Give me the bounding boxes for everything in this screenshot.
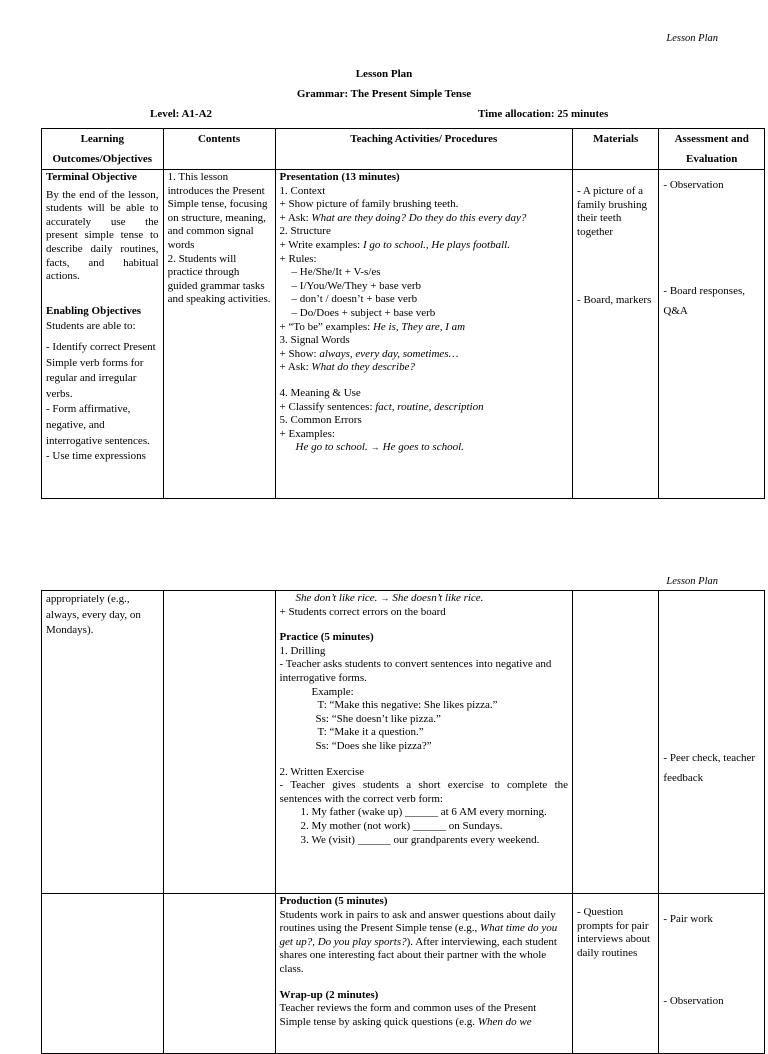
contents-cell <box>163 170 275 499</box>
activities-cell <box>275 894 573 1054</box>
procedure-line: 2. Structure <box>279 225 331 238</box>
column-header-activities: Teaching Activities/ Procedures <box>275 129 573 170</box>
exercise-list <box>280 806 569 847</box>
dialogue-line: Ss: “Does she like pizza?” <box>315 739 432 752</box>
assessment-item: - Board responses, Q&A <box>663 285 745 317</box>
procedure-line: + Ask: What are they doing? Do they do this every day? <box>279 211 527 224</box>
materials-cell <box>573 591 659 894</box>
procedure-line: - Teacher gives students a short exercise to complete the sentences with the correct verb form: <box>279 779 569 805</box>
document-subtitle: Grammar: The Present Simple Tense <box>296 88 472 100</box>
contents-cell <box>163 894 275 1054</box>
presentation-heading: Presentation (13 minutes) <box>279 171 400 183</box>
procedure-line: 4. Meaning & Use <box>279 386 361 399</box>
procedure-line: + Rules: <box>279 252 317 265</box>
activities-cell <box>275 591 573 894</box>
dialogue-line: T: “Make it a question.” <box>317 726 424 739</box>
procedure-line: + Students correct errors on the board <box>279 605 446 618</box>
terminal-objective-heading: Terminal Objective <box>46 171 137 183</box>
exercise-item: 3. We (visit) ______ our grandparents every weekend. <box>312 834 569 848</box>
procedure-line: - Teacher asks students to convert sentences into negative and interrogative forms. <box>279 658 552 684</box>
objectives-cell <box>42 170 164 499</box>
lesson-plan-table-page2 <box>41 590 765 1054</box>
procedure-line: 1. Context <box>279 184 326 197</box>
time-allocation-label: Time allocation: 25 minutes <box>478 108 609 120</box>
contents-cell <box>163 591 275 894</box>
enabling-objectives-heading: Enabling Objectives <box>46 304 142 317</box>
procedure-line: 5. Common Errors <box>279 414 362 427</box>
table-row <box>42 591 765 894</box>
procedure-line: 3. Signal Words <box>279 334 350 347</box>
enabling-objectives-intro: Students are able to: <box>46 320 136 333</box>
procedure-line: + Examples: <box>279 427 335 440</box>
procedure-line: + Show picture of family brushing teeth. <box>279 198 459 211</box>
activities-cell <box>275 170 573 499</box>
material-item: - Board, markers <box>577 294 652 307</box>
table-row <box>42 170 765 499</box>
assessment-item: - Observation <box>663 995 724 1007</box>
example-label: Example: <box>311 685 354 698</box>
arrow-icon: → <box>370 442 380 453</box>
materials-cell <box>573 894 659 1054</box>
running-header: Lesson Plan <box>666 576 718 587</box>
materials-cell <box>573 170 659 499</box>
assessment-item: - Pair work <box>663 913 713 925</box>
exercise-item: 2. My mother (not work) ______ on Sundays. <box>312 820 569 834</box>
lesson-plan-table-page1 <box>41 128 765 499</box>
procedure-line: 1. Drilling <box>279 644 326 657</box>
table-header-row <box>42 129 765 170</box>
column-header-contents: Contents <box>163 129 275 170</box>
contents-item: 1. This lesson introduces the Present Simple tense, focusing on structure, meaning, and common signal words <box>167 171 268 251</box>
enabling-objective-item: - Use time expressions <box>46 450 146 463</box>
procedure-line: + Classify sentences: fact, routine, description <box>279 400 484 413</box>
practice-heading: Practice (5 minutes) <box>279 631 374 644</box>
assessment-item: - Peer check, teacher feedback <box>663 752 756 784</box>
procedure-line: + Ask: What do they describe? <box>279 361 415 374</box>
running-header: Lesson Plan <box>666 33 718 44</box>
material-item: - A picture of a family brushing their teeth together <box>577 185 648 238</box>
terminal-objective-text: By the end of the lesson, students will be able to accurately use the present simple tense to describe daily routines, facts, and habitual actions. <box>46 188 159 283</box>
arrow-icon: → <box>380 593 390 603</box>
rule-line: – He/She/It + V-s/es <box>291 266 381 279</box>
procedure-line: 2. Written Exercise <box>279 765 365 778</box>
document-title: Lesson Plan <box>355 68 413 80</box>
enabling-objective-item: - Identify correct Present Simple verb forms for regular and irregular verbs. <box>46 340 156 400</box>
rule-line: – I/You/We/They + base verb <box>291 279 421 292</box>
error-example: She don’t like rice. → She doesn’t like rice. <box>295 592 484 604</box>
procedure-line: + Write examples: I go to school., He plays football. <box>279 238 510 251</box>
assessment-cell <box>659 591 765 894</box>
wrapup-heading: Wrap-up (2 minutes) <box>279 988 379 1001</box>
enabling-objective-item: appropriately (e.g., always, every day, on Mondays). <box>46 593 141 637</box>
enabling-objective-item: - Form affirmative, negative, and interrogative sentences. <box>46 403 150 447</box>
error-example: He go to school. → He goes to school. <box>295 441 464 454</box>
procedure-line: + Show: always, every day, sometimes… <box>279 347 459 360</box>
assessment-cell <box>659 170 765 499</box>
contents-item: 2. Students will practice through guided grammar tasks and speaking activities. <box>167 252 271 306</box>
column-header-assessment: Assessment and Evaluation <box>659 129 765 170</box>
objectives-cell <box>42 894 164 1054</box>
production-heading: Production (5 minutes) <box>279 895 388 907</box>
rule-line: – Do/Does + subject + base verb <box>291 306 436 319</box>
dialogue-line: Ss: “She doesn’t like pizza.” <box>315 712 441 725</box>
assessment-item: - Observation <box>663 179 724 191</box>
production-text: Students work in pairs to ask and answer questions about daily routines using the Present Simple tense (e.g., What time do you get up?, Do you play sports?). After interviewing, each student shares one interesting fact about their partner with the whole class. <box>279 908 558 975</box>
assessment-cell <box>659 894 765 1054</box>
procedure-line: + “To be” examples: He is, They are, I am <box>279 320 466 333</box>
level-label: Level: A1-A2 <box>150 108 213 120</box>
column-header-objectives: Learning Outcomes/Objectives <box>42 129 164 170</box>
wrapup-text: Teacher reviews the form and common uses of the Present Simple tense by asking quick questions (e.g. When do we <box>279 1002 537 1028</box>
material-item: - Question prompts for pair interviews about daily routines <box>577 906 651 959</box>
rule-line: – don’t / doesn’t + base verb <box>291 293 418 306</box>
dialogue-line: T: “Make this negative: She likes pizza.” <box>317 699 498 712</box>
objectives-cell <box>42 591 164 894</box>
table-row <box>42 894 765 1054</box>
column-header-materials: Materials <box>573 129 659 170</box>
exercise-item: 1. My father (wake up) ______ at 6 AM every morning. <box>312 806 569 820</box>
